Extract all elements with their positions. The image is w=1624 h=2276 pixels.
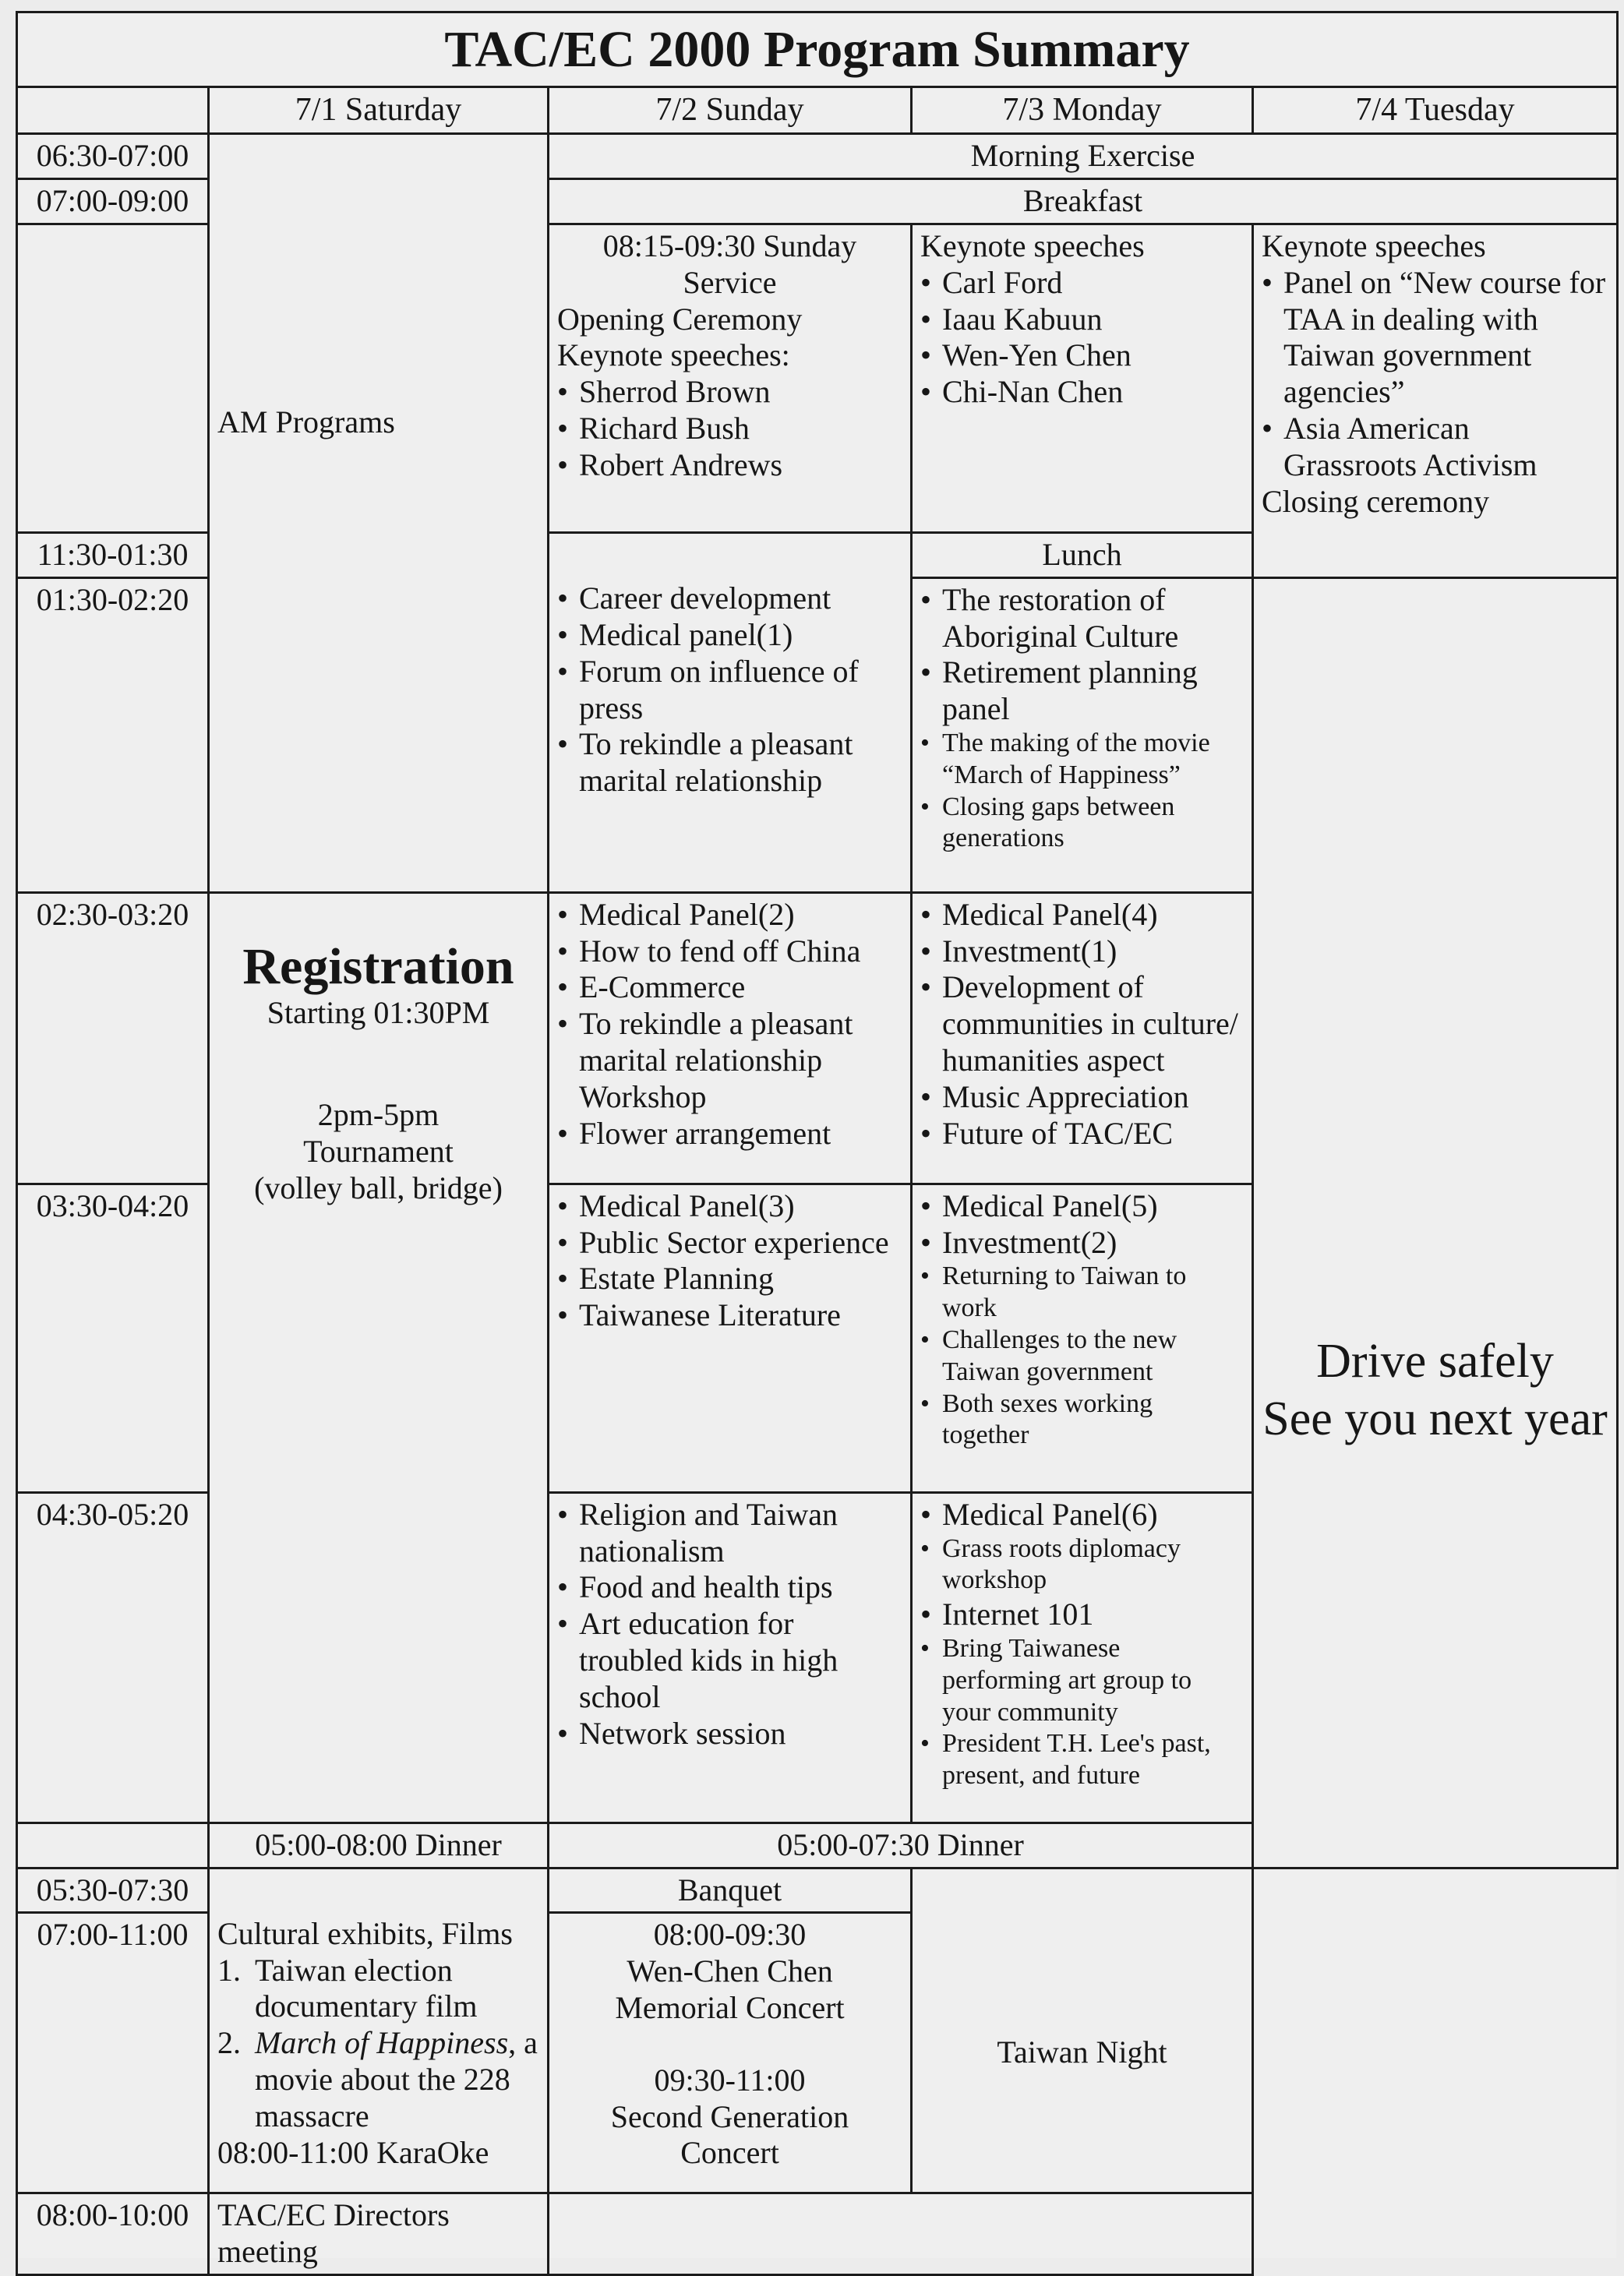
list-item: • To rekindle a pleasant marital relationship Workshop (557, 1006, 902, 1115)
tuesday-pm-cell (1253, 577, 1618, 1868)
list-item: • How to fend off China (557, 933, 902, 970)
list-item: • Medical Panel(3) (557, 1188, 902, 1225)
list-item: • Panel on “New course for TAA in dealing with Taiwan government agencies” (1262, 265, 1608, 411)
keynote-label: Keynote speeches (1262, 228, 1486, 263)
concert2-time: 09:30-11:00 (654, 2062, 806, 2098)
time-slot: 05:30-07:30 (17, 1868, 209, 1913)
list-item: • Medical Panel(2) (557, 897, 902, 933)
list-item: • Wen-Yen Chen (920, 337, 1244, 374)
sunday-speakers (557, 374, 902, 483)
header-sunday: 7/2 Sunday (549, 87, 912, 134)
list-item: • Chi-Nan Chen (920, 374, 1244, 411)
sunday-slot-2 (549, 892, 912, 1184)
list-item: 1. Taiwan election documentary film (217, 1952, 478, 2024)
list-item: • Taiwanese Literature (557, 1297, 902, 1334)
list-item: • Challenges to the new Taiwan government (920, 1325, 1244, 1389)
concert2-name: Second Generation (610, 2098, 849, 2134)
breakfast: Breakfast (549, 179, 1618, 224)
saturday-eve-top (209, 1868, 549, 1913)
film-list (217, 1953, 539, 2135)
closing-ceremony: Closing ceremony (1262, 483, 1490, 519)
list-item: • Religion and Taiwan nationalism (557, 1497, 902, 1570)
list-item: • Richard Bush (557, 411, 902, 447)
dinner-saturday: 05:00-08:00 Dinner (209, 1823, 549, 1868)
time-column-header (17, 87, 209, 134)
time-slot: 02:30-03:20 (17, 892, 209, 1184)
drive-safely: Drive safely (1316, 1334, 1554, 1388)
concert1-type: Memorial Concert (615, 1989, 845, 2025)
monday-eve-top (912, 1868, 1253, 1913)
time-slot: 08:00-10:00 (17, 2193, 209, 2275)
time-slot-empty (17, 1823, 209, 1868)
lunch: Lunch (912, 532, 1253, 577)
list-item: • Closing gaps between generations (920, 792, 1244, 856)
time-slot: 07:00-09:00 (17, 179, 209, 224)
list-item: • Retirement planning panel (920, 655, 1244, 728)
list-item: • Estate Planning (557, 1261, 902, 1297)
saturday-am-cell (209, 134, 549, 892)
list-item: • To rekindle a pleasant marital relationship (557, 726, 902, 799)
registration-time: Starting 01:30PM (267, 995, 490, 1031)
list-item: • E-Commerce (557, 969, 902, 1006)
list-item: • Network session (557, 1716, 902, 1752)
tuesday-eve-cell (1253, 1868, 1618, 2274)
morning-exercise: Morning Exercise (549, 134, 1618, 179)
monday-slot-4 (912, 1492, 1253, 1823)
tournament-time: 2pm-5pm (317, 1097, 440, 1133)
list-item: • Asia American Grassroots Activism (1262, 411, 1608, 484)
list-item: • Medical Panel(4) (920, 897, 1244, 933)
list-item: • Medical Panel(6) (920, 1497, 1244, 1533)
list-item: • Development of communities in culture/ humanities aspect (920, 969, 1244, 1078)
header-saturday: 7/1 Saturday (209, 87, 549, 134)
time-slot: 11:30-01:30 (17, 532, 209, 577)
time-slot: 04:30-05:20 (17, 1492, 209, 1823)
list-item: • Forum on influence of press (557, 654, 902, 727)
dinner-sunday-monday: 05:00-07:30 Dinner (549, 1823, 1253, 1868)
list-item: • President T.H. Lee's past, present, and future (920, 1728, 1244, 1792)
list-item: • Medical Panel(5) (920, 1188, 1244, 1225)
saturday-eve-cell (209, 1913, 549, 2193)
monday-slot-2 (912, 892, 1253, 1184)
list-item: • Internet 101 (920, 1597, 1244, 1633)
header-tuesday: 7/4 Tuesday (1253, 87, 1618, 134)
list-item: • Both sexes working together (920, 1389, 1244, 1452)
cultural-exhibits: Cultural exhibits, Films (217, 1915, 513, 1951)
registration-title: Registration (242, 937, 514, 995)
list-item: • Career development (557, 580, 902, 617)
list-item: • Public Sector experience (557, 1225, 902, 1262)
list-item: • Investment(1) (920, 933, 1244, 970)
sunday-slot-3 (549, 1184, 912, 1492)
time-slot: 01:30-02:20 (17, 577, 209, 892)
list-item: • Music Appreciation (920, 1079, 1244, 1116)
list-item: • Robert Andrews (557, 447, 902, 484)
list-item: • The restoration of Aboriginal Culture (920, 582, 1244, 655)
opening-ceremony: Opening Ceremony (557, 301, 803, 337)
monday-slot-1 (912, 577, 1253, 892)
time-slot-empty (17, 224, 209, 532)
tournament-label: Tournament (303, 1133, 454, 1169)
saturday-pm-cell (209, 892, 549, 1823)
list-item: • Bring Taiwanese performing art group to your community (920, 1633, 1244, 1728)
list-item: • Medical panel(1) (557, 617, 902, 654)
time-slot: 07:00-11:00 (17, 1913, 209, 2193)
sunday-eve-cell (549, 1913, 912, 2193)
time-slot: 03:30-04:20 (17, 1184, 209, 1492)
list-item: • Flower arrangement (557, 1116, 902, 1152)
directors-meeting: TAC/EC Directors meeting (209, 2193, 549, 2275)
monday-am-cell (912, 224, 1253, 532)
program-summary-page (16, 11, 1616, 2270)
list-item: • Carl Ford (920, 265, 1244, 302)
monday-speakers (920, 265, 1244, 411)
keynote-label: Keynote speeches (920, 228, 1145, 263)
time-slot: 06:30-07:00 (17, 134, 209, 179)
sunday-lunch-cell (549, 532, 912, 577)
tuesday-items (1262, 265, 1608, 484)
list-item: • Iaau Kabuun (920, 302, 1244, 338)
list-item: • Sherrod Brown (557, 374, 902, 411)
sunday-late-cell (549, 2193, 912, 2275)
see-you-next-year: See you next year (1262, 1392, 1608, 1446)
list-item: 2. March of Happiness, a movie about the 228 massacre (217, 2025, 538, 2133)
list-item: • Art education for troubled kids in high school (557, 1606, 902, 1715)
tournament-sports: (volley ball, bridge) (254, 1170, 503, 1205)
sunday-am-cell (549, 224, 912, 532)
schedule-table (16, 11, 1619, 2276)
concert1-name: Wen-Chen Chen (627, 1953, 833, 1989)
tuesday-am-cell (1253, 224, 1618, 577)
monday-slot-3 (912, 1184, 1253, 1492)
karaoke: 08:00-11:00 KaraOke (217, 2134, 489, 2170)
list-item: • Investment(2) (920, 1225, 1244, 1262)
page-title: TAC/EC 2000 Program Summary (17, 12, 1618, 87)
list-item: • Food and health tips (557, 1569, 902, 1606)
header-monday: 7/3 Monday (912, 87, 1253, 134)
monday-late-cell (912, 2193, 1253, 2275)
banquet: Banquet (549, 1868, 912, 1913)
taiwan-night: Taiwan Night (912, 1913, 1253, 2193)
concert1-time: 08:00-09:30 (653, 1917, 807, 1953)
list-item: • Returning to Taiwan to work (920, 1261, 1244, 1325)
list-item: • Grass roots diplomacy workshop (920, 1533, 1244, 1597)
keynote-label: Keynote speeches: (557, 337, 790, 373)
list-item: • The making of the movie “March of Happiness” (920, 728, 1244, 792)
concert2-type: Concert (680, 2135, 779, 2171)
sunday-slot-4 (549, 1492, 912, 1823)
list-item: • Future of TAC/EC (920, 1116, 1244, 1152)
am-programs-label: AM Programs (217, 404, 395, 439)
sunday-slot-1 (549, 577, 912, 892)
sunday-service: 08:15-09:30 Sunday Service (602, 228, 857, 300)
